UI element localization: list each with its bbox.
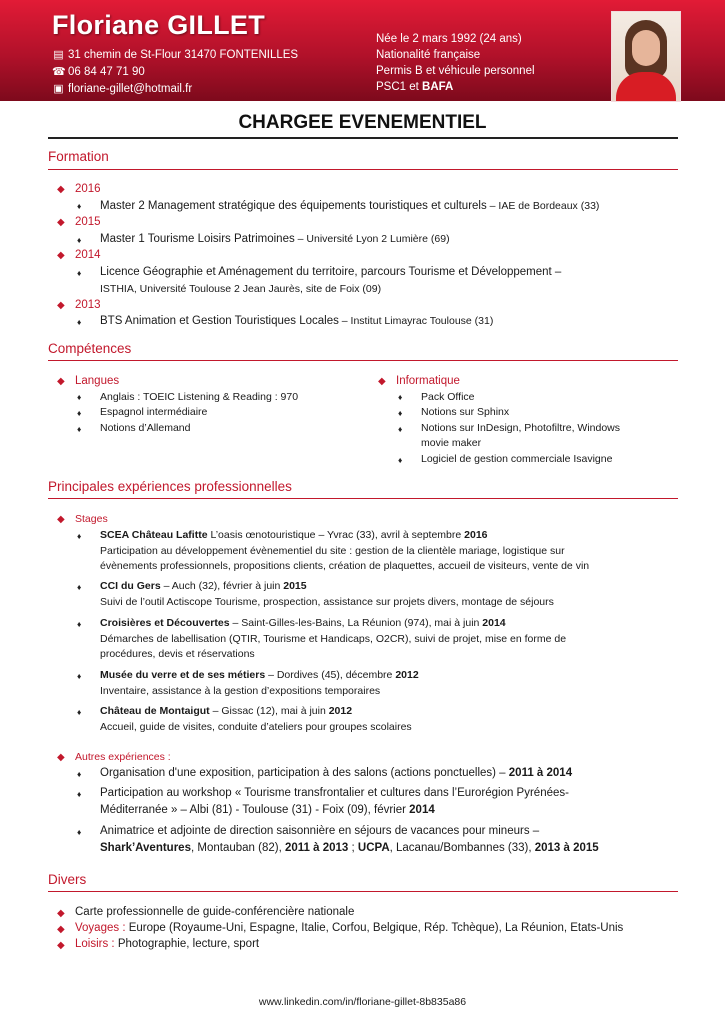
stage-musee-details: – Dordives (45), décembre <box>265 669 396 681</box>
linkedin-link[interactable]: www.linkedin.com/in/floriane-gillet-8b835a86 <box>258 996 467 1008</box>
autre-animatrice-line-2 <box>100 842 599 854</box>
autres-label: Autres expériences : <box>75 751 171 763</box>
year-2014: 2014 <box>75 249 101 261</box>
formation-2013-degree: BTS Animation et Gestion Touristiques Locales <box>100 315 339 327</box>
autre-lacanau: , Lacanau/Bombannes (33), <box>389 842 535 854</box>
profile-photo <box>611 11 681 102</box>
diamond-icon: ◆ <box>57 908 65 919</box>
small-diamond-icon: ♦ <box>77 671 82 681</box>
divers-voyages <box>75 922 623 934</box>
langues-label: Langues <box>75 375 120 387</box>
computer-icon: ▣ <box>53 83 64 95</box>
stage-montaigut-name: Château de Montaigut <box>100 705 210 717</box>
section-experiences-title: Principales expériences professionnelles <box>48 479 292 494</box>
section-formation-title: Formation <box>48 149 109 164</box>
stage-musee-name: Musée du verre et de ses métiers <box>100 669 266 681</box>
small-diamond-icon: ♦ <box>77 582 82 592</box>
small-diamond-icon: ♦ <box>77 268 82 278</box>
section-divers-title: Divers <box>48 872 87 887</box>
autre-shark-years: 2011 à 2013 <box>284 842 349 854</box>
small-diamond-icon: ♦ <box>398 424 403 434</box>
stage-lafitte-heading <box>100 529 488 541</box>
small-diamond-icon: ♦ <box>77 317 82 327</box>
stage-cci-name: CCI du Gers <box>100 580 161 592</box>
autre-workshop-line-2 <box>100 804 435 816</box>
info-indesign-cont: movie maker <box>421 437 482 449</box>
langue-allemand: Notions d’Allemand <box>100 422 191 434</box>
autre-montauban: , Montauban (82), <box>190 842 285 854</box>
autre-separator: ; <box>348 842 358 854</box>
diamond-icon: ◆ <box>57 217 65 228</box>
diamond-icon: ◆ <box>57 184 65 195</box>
stage-montaigut-year: 2012 <box>328 705 353 717</box>
small-diamond-icon: ♦ <box>77 789 82 799</box>
langue-espagnol: Espagnol intermédiaire <box>100 406 208 418</box>
loisirs-text: Photographie, lecture, sport <box>117 938 260 950</box>
small-diamond-icon: ♦ <box>77 235 82 245</box>
stage-croisieres-details: – Saint-Gilles-les-Bains, La Réunion (974), mai à juin <box>229 617 483 629</box>
stage-montaigut-desc-1: Accueil, guide de visites, conduite d’ateliers pour groupes scolaires <box>100 721 412 733</box>
job-title: CHARGEE EVENEMENTIEL <box>238 112 487 133</box>
stage-croisieres-desc-2: procédures, devis et réservations <box>100 648 255 660</box>
stage-lafitte-name: SCEA Château Lafitte <box>100 529 208 541</box>
autre-workshop-text: Méditerranée » – Albi (81) - Toulouse (31) - Foix (09), février <box>100 804 410 816</box>
license-info: Permis B et véhicule personnel <box>376 65 535 77</box>
diamond-icon: ◆ <box>57 514 65 525</box>
autre-workshop-year: 2014 <box>409 804 435 816</box>
formation-2014-degree: Licence Géographie et Aménagement du territoire, parcours Tourisme et Développement – <box>100 266 562 278</box>
formation-2014-school: ISTHIA, Université Toulouse 2 Jean Jaurès, site de Foix (09) <box>100 283 382 295</box>
formation-2016-school: – IAE de Bordeaux (33) <box>486 200 600 212</box>
stage-croisieres-heading <box>100 617 506 629</box>
formation-2015-degree: Master 1 Tourisme Loisirs Patrimoines <box>100 233 295 245</box>
year-2015: 2015 <box>75 216 101 228</box>
info-indesign: Notions sur InDesign, Photofiltre, Windows <box>421 422 621 434</box>
stage-lafitte-desc-2: évènements professionnels, propositions clients, création de plaquettes, accueil de visiteurs, vente de vin <box>100 560 590 572</box>
formation-2015-entry <box>100 233 450 245</box>
diamond-icon: ◆ <box>57 376 65 387</box>
formation-2015-school: – Université Lyon 2 Lumière (69) <box>294 233 450 245</box>
year-2013: 2013 <box>75 299 101 311</box>
phone-line <box>52 65 145 78</box>
stage-cci-year: 2015 <box>283 580 307 592</box>
formation-2013-school: – Institut Limayrac Toulouse (31) <box>338 315 494 327</box>
info-isavigne: Logiciel de gestion commerciale Isavigne <box>421 453 613 465</box>
info-sphinx: Notions sur Sphinx <box>421 406 510 418</box>
autre-workshop-line-1: Participation au workshop « Tourisme transfrontalier et cultures dans l’Eurorégion Pyrénées- <box>100 787 569 799</box>
voyages-text: Europe (Royaume-Uni, Espagne, Italie, Corfou, Belgique, Rép. Tchèque), La Réunion, Etats-Unis <box>128 922 624 934</box>
year-2016: 2016 <box>75 183 101 195</box>
stage-musee-heading <box>100 669 419 681</box>
small-diamond-icon: ♦ <box>398 392 403 402</box>
formation-2016-degree: Master 2 Management stratégique des équipements touristiques et culturels <box>100 200 487 212</box>
stage-cci-heading <box>100 580 307 592</box>
email-line[interactable] <box>52 82 192 95</box>
small-diamond-icon: ♦ <box>77 201 82 211</box>
small-diamond-icon: ♦ <box>77 531 82 541</box>
small-diamond-icon: ♦ <box>77 392 82 402</box>
section-formation-rule <box>48 169 678 170</box>
stage-cci-details: – Auch (32), février à juin <box>160 580 284 592</box>
stage-lafitte-details: L’oasis œnotouristique – Yvrac (33), avril à septembre <box>207 529 465 541</box>
stage-montaigut-heading <box>100 705 352 717</box>
voyages-label: Voyages : <box>75 922 129 934</box>
small-diamond-icon: ♦ <box>398 455 403 465</box>
langue-anglais: Anglais : TOEIC Listening & Reading : 970 <box>100 391 299 403</box>
autre-ucpa-years: 2013 à 2015 <box>534 842 599 854</box>
autre-exposition-year: 2011 à 2014 <box>508 767 573 779</box>
divers-carte: Carte professionnelle de guide-conférencière nationale <box>75 906 355 918</box>
certifications-info <box>376 81 453 93</box>
autre-ucpa: UCPA <box>357 842 390 854</box>
autre-shark: Shark’Aventures <box>100 842 191 854</box>
formation-2016-entry <box>100 200 599 212</box>
nationality-info: Nationalité française <box>376 49 481 61</box>
stage-musee-desc-1: Inventaire, assistance à la gestion d’expositions temporaires <box>100 685 381 697</box>
autre-exposition-text: Organisation d'une exposition, participation à des salons (actions ponctuelles) – <box>100 767 509 779</box>
diamond-icon: ◆ <box>378 376 386 387</box>
diamond-icon: ◆ <box>57 940 65 951</box>
bafa-text: BAFA <box>422 81 454 93</box>
divers-loisirs <box>75 938 259 950</box>
address-line <box>52 48 298 61</box>
stage-cci-desc-1: Suivi de l’outil Actiscope Tourisme, prospection, assistance sur projets divers, montage de séjours <box>100 596 554 608</box>
photo-shirt <box>616 72 676 102</box>
stages-label: Stages <box>75 513 108 525</box>
diamond-icon: ◆ <box>57 924 65 935</box>
small-diamond-icon: ♦ <box>77 827 82 837</box>
stage-musee-year: 2012 <box>395 669 419 681</box>
phone-text: 06 84 47 71 90 <box>68 66 145 78</box>
photo-face <box>632 30 660 66</box>
section-divers-rule <box>48 891 678 892</box>
phone-icon: ☎ <box>52 66 66 78</box>
small-diamond-icon: ♦ <box>77 769 82 779</box>
diamond-icon: ◆ <box>57 752 65 763</box>
small-diamond-icon: ♦ <box>77 408 82 418</box>
section-experiences-rule <box>48 498 678 499</box>
stage-croisieres-desc-1: Démarches de labellisation (QTIR, Tourisme et Handicaps, O2CR), suivi de projet, mise en forme de <box>100 633 567 645</box>
stage-lafitte-desc-1: Participation au développement évènementiel du site : gestion de la clientèle mariage, logistique sur <box>100 545 565 557</box>
email-text[interactable]: floriane-gillet@hotmail.fr <box>68 83 193 95</box>
diamond-icon: ◆ <box>57 250 65 261</box>
small-diamond-icon: ♦ <box>398 408 403 418</box>
stage-lafitte-year: 2016 <box>464 529 488 541</box>
informatique-label: Informatique <box>396 375 460 387</box>
section-competences-rule <box>48 360 678 361</box>
small-diamond-icon: ♦ <box>77 619 82 629</box>
address-text: 31 chemin de St-Flour 31470 FONTENILLES <box>68 49 299 61</box>
info-pack-office: Pack Office <box>421 391 475 403</box>
diamond-icon: ◆ <box>57 300 65 311</box>
psc-text: PSC1 et <box>376 81 423 93</box>
small-diamond-icon: ♦ <box>77 424 82 434</box>
small-diamond-icon: ♦ <box>77 707 82 717</box>
stage-montaigut-details: – Gissac (12), mai à juin <box>209 705 329 717</box>
title-rule <box>48 137 678 139</box>
birth-info: Née le 2 mars 1992 (24 ans) <box>376 33 522 45</box>
stage-croisieres-year: 2014 <box>482 617 506 629</box>
stage-croisieres-name: Croisières et Découvertes <box>100 617 230 629</box>
loisirs-label: Loisirs : <box>75 938 118 950</box>
section-competences-title: Compétences <box>48 341 132 356</box>
candidate-name: Floriane GILLET <box>52 10 266 40</box>
autre-exposition <box>100 767 572 779</box>
formation-2013-entry <box>100 315 493 327</box>
map-icon: ▤ <box>53 49 64 61</box>
autre-animatrice-line-1: Animatrice et adjointe de direction saisonnière en séjours de vacances pour mineurs – <box>100 825 540 837</box>
